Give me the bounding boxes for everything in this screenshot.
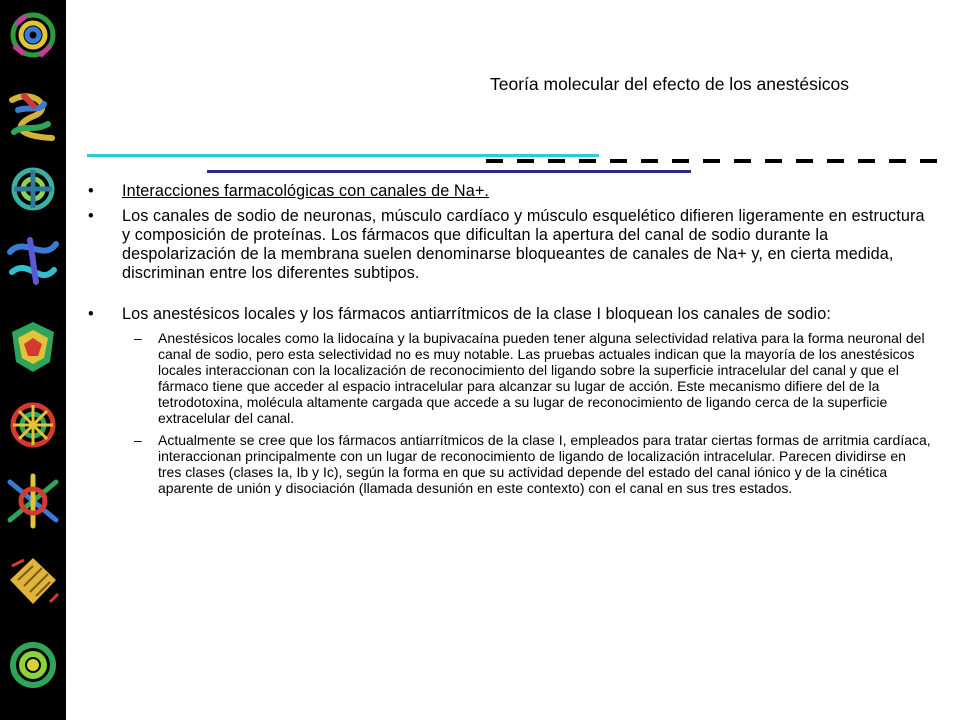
sub-bullet-marker: –: [134, 330, 142, 346]
slide-title: Teoría molecular del efecto de los anestésicos: [490, 74, 849, 94]
protein-ribbon-icon: [4, 232, 62, 290]
accent-line-cyan: [87, 154, 599, 157]
protein-ribbon-icon: [4, 88, 62, 146]
protein-ring-icon: [4, 396, 62, 454]
bullet-text: Interacciones farmacológicas con canales de Na+.: [122, 182, 489, 200]
slide-body: [88, 182, 933, 496]
bullet-item: [88, 182, 933, 201]
protein-ring-icon: [4, 6, 62, 64]
sub-bullet-item: [88, 330, 933, 426]
bullet-text: Los canales de sodio de neuronas, músculo cardíaco y músculo esquelético difieren ligeramente en estructura y composición de proteínas. Los fármacos que dificultan la apertura del canal de sodio durante la despolarización de la membrana suelen denominarse bloqueantes de canales de Na+ y, en cierta medida, discriminan entre los diferentes subtipos.: [122, 207, 925, 282]
protein-surface-icon: [4, 318, 62, 376]
bullet-marker: •: [88, 305, 94, 323]
sub-bullet-text: Anestésicos locales como la lidocaína y la bupivacaína pueden tener alguna selectividad relativa para la forma neuronal del canal de sodio, pero esta selectividad no es muy notable. Las pruebas actuales indican que la mayoría de los anestésicos locales interaccionan con la localización de reconocimiento del ligando sobre la superficie intracelular del canal y que el fármaco tiene que acceder al espacio intracelular para alcanzar su lugar de acción. Este mecanismo difiere del de la tetrodotoxina, molécula altamente cargada que accede a su lugar de reconocimiento de ligando cerca de la superficie extracelular del canal.: [158, 330, 925, 426]
sub-bullet-item: [88, 432, 933, 496]
sub-bullet-marker: –: [134, 432, 142, 448]
bullet-marker: •: [88, 207, 94, 225]
bullet-text: Los anestésicos locales y los fármacos antiarrítmicos de la clase I bloquean los canales de sodio:: [122, 305, 831, 323]
accent-line-navy: [207, 170, 691, 173]
protein-sheet-icon: [4, 552, 62, 610]
bullet-item: [88, 305, 933, 324]
accent-line-dashed: [486, 159, 940, 163]
protein-ribbon-icon: [4, 472, 62, 530]
protein-sidebar: [0, 0, 66, 720]
bullet-marker: •: [88, 182, 94, 200]
protein-ring-icon: [4, 636, 62, 694]
protein-ring-icon: [4, 160, 62, 218]
bullet-item: [88, 207, 933, 283]
sub-bullet-text: Actualmente se cree que los fármacos antiarrítmicos de la clase I, empleados para tratar ciertas formas de arritmia cardíaca, interaccionan principalmente con un lugar de reconocimiento de ligando de localización intracelular. Parecen dividirse en tres clases (clases Ia, Ib y Ic), según la forma en que su actividad depende del estado del canal iónico y de la cinética aparente de unión y disociación (llamada desunión en este contexto) con el canal en sus tres estados.: [158, 432, 931, 496]
